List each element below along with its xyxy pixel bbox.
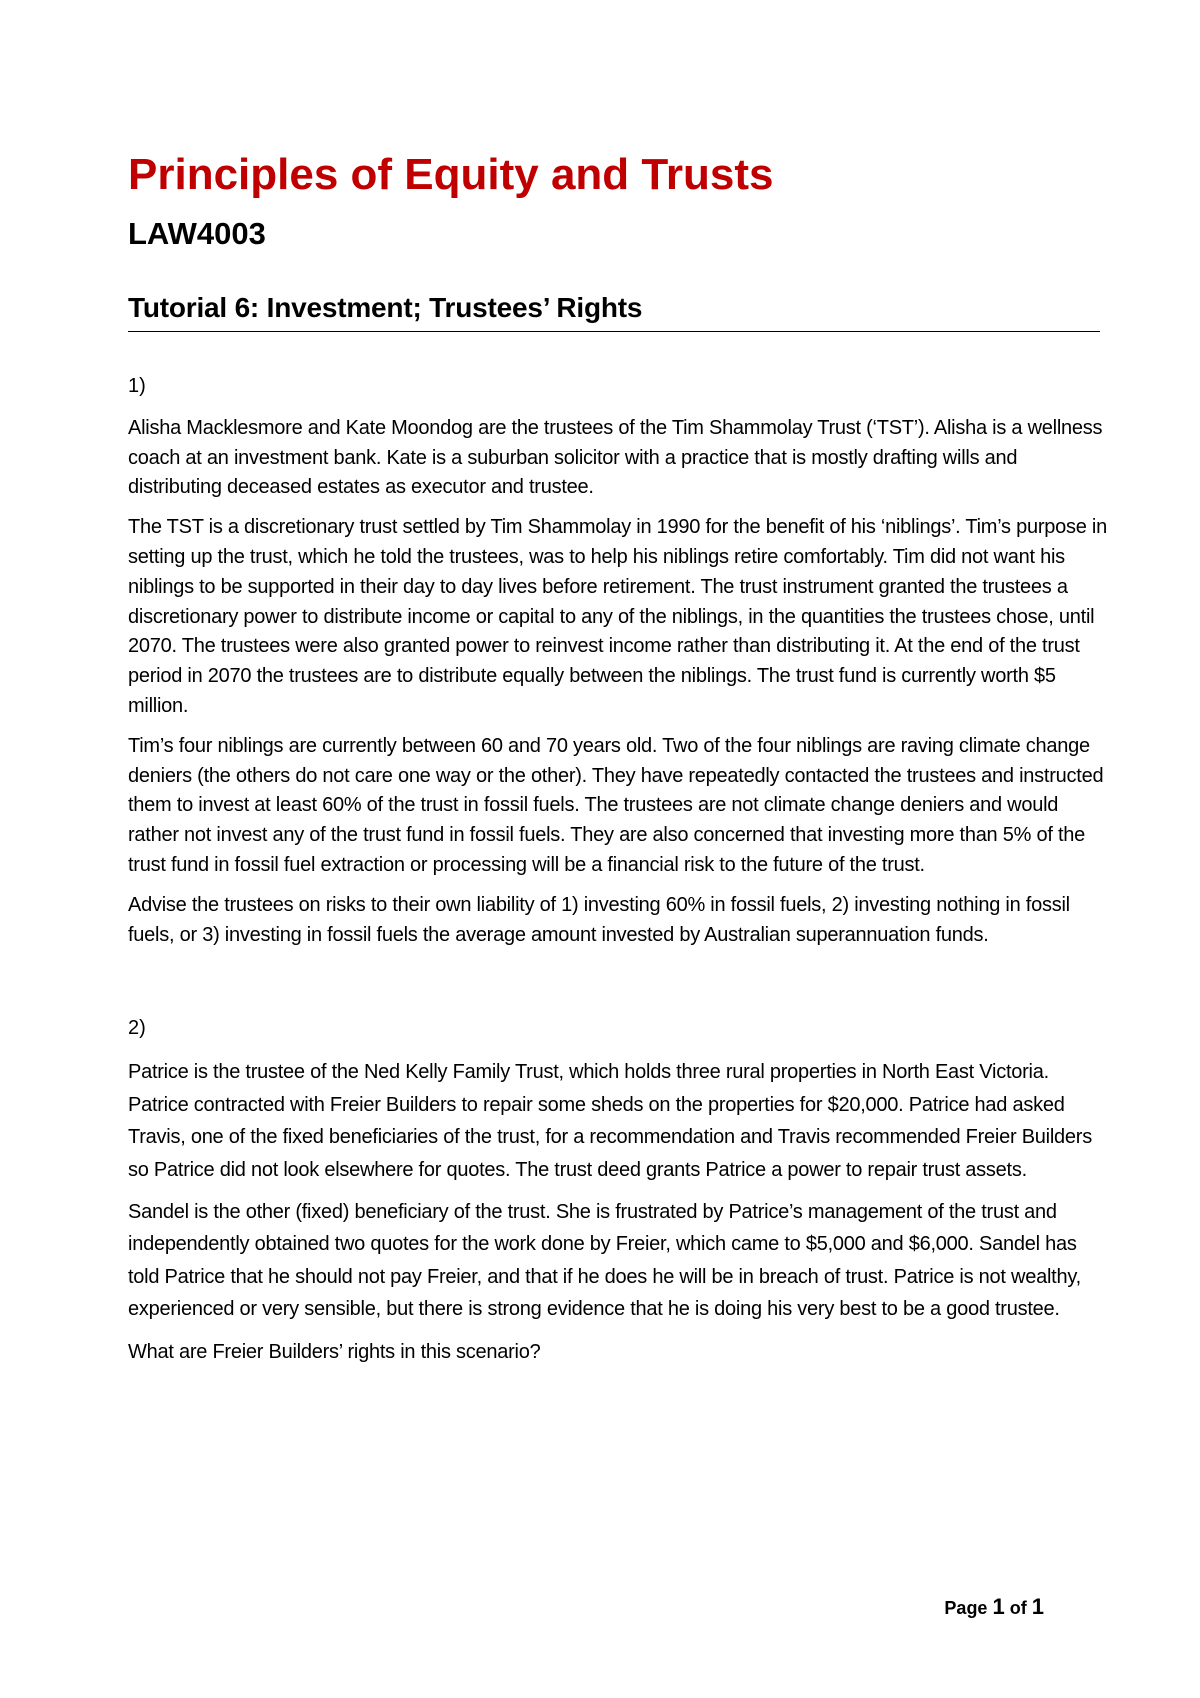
question-1-paragraph-1: Alisha Macklesmore and Kate Moondog are the trustees of the Tim Shammolay Trust (‘TST’). Alisha is a wellness coach at an investment bank. Kate is a suburban solicitor with a practice that is mostly drafting wills and distributing deceased estates as executor and trustee. (128, 416, 1103, 499)
question-1-paragraph-3: Tim’s four niblings are currently between 60 and 70 years old. Two of the four niblings are raving climate change deniers (the others do not care one way or the other). They have repeatedly contacted the trustees and instructed them to invest at least 60% of the trust in fossil fuels. The trustees are not climate change deniers and would rather not invest any of the trust fund in fossil fuels. They are also concerned that investing more than 5% of the trust fund in fossil fuel extraction or processing will be a financial risk to the future of the trust. (128, 734, 1104, 876)
question-2-paragraph-1: Patrice is the trustee of the Ned Kelly Family Trust, which holds three rural properties in North East Victoria. Patrice contracted with Freier Builders to repair some sheds on the properties for $20,000. Patrice had asked Travis, one of the fixed beneficiaries of the trust, for a recommendation and Travis recommended Freier Builders so Patrice did not look elsewhere for quotes. The trust deed grants Patrice a power to repair trust assets. (128, 1061, 1092, 1181)
question-2-paragraph-2: Sandel is the other (fixed) beneficiary of the trust. She is frustrated by Patrice’s management of the trust and independently obtained two quotes for the work done by Freier, which came to $5,000 and $6,000. Sandel has told Patrice that he should not pay Freier, and that if he does he will be in breach of trust. Patrice is not wealthy, experienced or very sensible, but there is strong evidence that he is doing his very best to be a good trustee. (128, 1200, 1081, 1321)
question-1-paragraph-4: Advise the trustees on risks to their own liability of 1) investing 60% in fossil fuels, 2) investing nothing in fossil fuels, or 3) investing in fossil fuels the average amount invested by Australian superannuation funds. (128, 893, 1070, 946)
page-total: 1 (1031, 1594, 1044, 1619)
document-title: Principles of Equity and Trusts (128, 150, 774, 199)
course-code: LAW4003 (128, 215, 266, 251)
of-word: of (1009, 1598, 1027, 1618)
question-1-paragraph-2: The TST is a discretionary trust settled by Tim Shammolay in 1990 for the benefit of his ‘niblings’. Tim’s purpose in setting up the trust, which he told the trustees, was to help his niblings retire comfortably. Tim did not want his niblings to be supported in their day to day lives before retirement. The trust instrument granted the trustees a discretionary power to distribute income or capital to any of the niblings, in the quantities the trustees chose, until 2070. The trustees were also granted power to reinvest income rather than distributing it. At the end of the trust period in 2070 the trustees are to distribute equally between the niblings. The trust fund is currently worth $5 million. (128, 516, 1108, 717)
tutorial-heading: Tutorial 6: Investment; Trustees’ Rights (128, 292, 1100, 332)
question-1 (128, 372, 1108, 951)
question-2 (128, 1014, 1100, 1368)
page-current: 1 (992, 1594, 1005, 1619)
question-number: 2) (128, 1017, 146, 1040)
page-footer (944, 1594, 1044, 1620)
question-number: 1) (128, 374, 146, 397)
question-2-paragraph-3: What are Freier Builders’ rights in this scenario? (128, 1340, 541, 1363)
page-word: Page (944, 1598, 988, 1618)
